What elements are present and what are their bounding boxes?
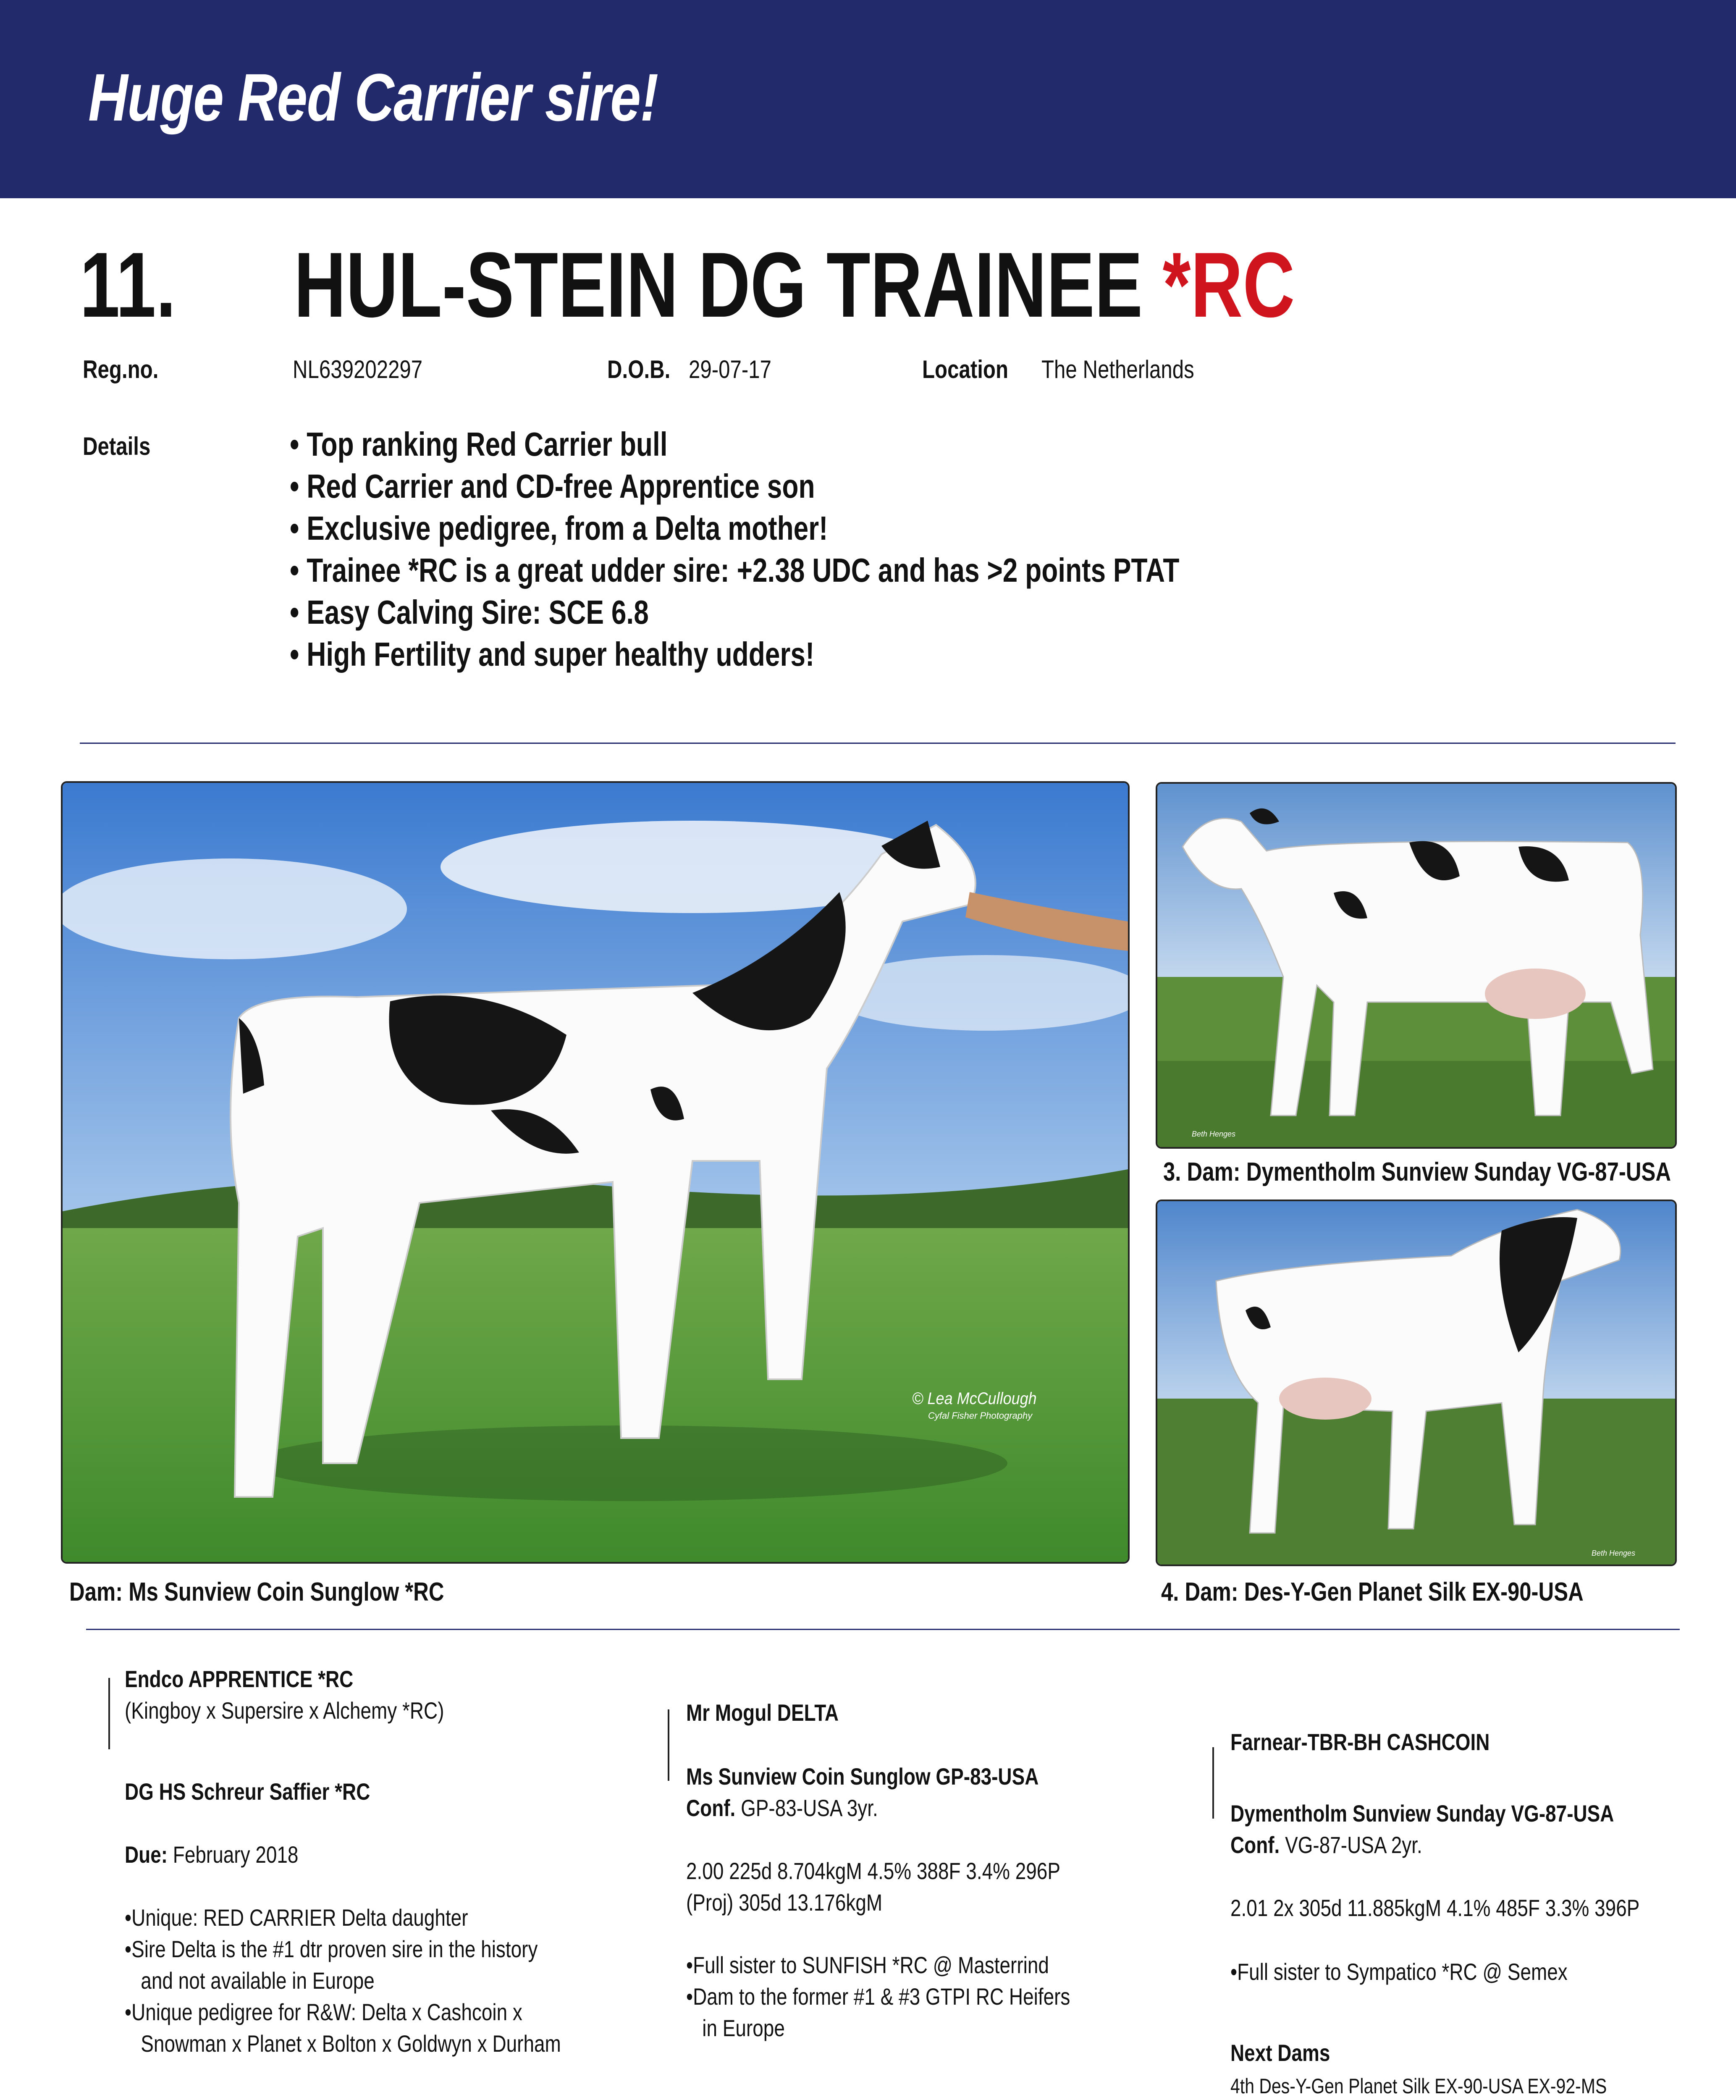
details-label: Details [83, 432, 151, 460]
list-item: in Europe [702, 2015, 785, 2041]
production-line-2: (Proj) 305d 13.176kgM [686, 1889, 883, 1916]
photo-credit-sub: Cyfal Fisher Photography [928, 1410, 1033, 1421]
list-item: Snowman x Planet x Bolton x Goldwyn x Durham [141, 2030, 561, 2057]
next-dams-list [1230, 2072, 1652, 2100]
header-title: Huge Red Carrier sire! [88, 60, 658, 135]
lot-number: 11. [80, 233, 176, 336]
photo-credit-small-2: Beth Henges [1592, 1549, 1636, 1557]
col3-bullets [1230, 1956, 1568, 1987]
details-list [290, 423, 1402, 675]
pedigree-line-2 [668, 1709, 669, 1781]
photo-credit-small-1: Beth Henges [1192, 1130, 1236, 1138]
list-item: • Unique: RED CARRIER Delta daughter [125, 1902, 561, 1933]
bull-name-text: HUL-STEIN DG TRAINEE [294, 233, 1163, 336]
dam3-caption: 3. Dam: Dymentholm Sunview Sunday VG-87-USA [1163, 1158, 1671, 1186]
reg-value: NL639202297 [293, 355, 423, 383]
sire-pedigree: (Kingboy x Supersire x Alchemy *RC) [125, 1697, 444, 1724]
detail-item: • High Fertility and super healthy udders! [290, 633, 1179, 675]
conf-value: GP-83-USA 3yr. [735, 1795, 878, 1821]
due-value: February 2018 [168, 1841, 299, 1868]
divider-bottom [86, 1629, 1680, 1630]
pedigree-line-1 [108, 1678, 110, 1749]
third-dam: Dymentholm Sunview Sunday VG-87-USA [1230, 1800, 1614, 1827]
location-value: The Netherlands [1041, 355, 1194, 383]
conf-label: Conf. [686, 1795, 736, 1821]
photo-credit: © Lea McCullough [912, 1389, 1037, 1408]
list-item: • Full sister to SUNFISH *RC @ Masterrind [686, 1949, 1070, 1981]
main-cow-photo [61, 781, 1130, 1564]
dam-classified: Ms Sunview Coin Sunglow GP-83-USA [686, 1763, 1039, 1790]
dam4-caption: 4. Dam: Des-Y-Gen Planet Silk EX-90-USA [1161, 1578, 1584, 1606]
location-label: Location [922, 355, 1008, 383]
list-item: • Full sister to Sympatico *RC @ Semex [1230, 1956, 1568, 1987]
dam-name: DG HS Schreur Saffier *RC [125, 1778, 370, 1805]
bull-name [294, 232, 1295, 338]
detail-item: • Red Carrier and CD-free Apprentice son [290, 465, 1179, 507]
col1-bullets [125, 1902, 561, 2059]
conf-label: Conf. [1230, 1832, 1280, 1858]
dam4-photo [1156, 1200, 1677, 1566]
third-dam-production: 2.01 2x 305d 11.885kgM 4.1% 485F 3.3% 396P [1230, 1895, 1640, 1921]
list-item: • Unique pedigree for R&W: Delta x Cashcoin x [125, 1996, 561, 2028]
divider-top [80, 743, 1676, 744]
conf-value: VG-87-USA 2yr. [1280, 1832, 1422, 1858]
list-item: 4th Des-Y-Gen Planet Silk EX-90-USA EX-92-MS [1230, 2074, 1607, 2098]
sire-name: Endco APPRENTICE *RC [125, 1666, 354, 1692]
col2-bullets [686, 1949, 1070, 2044]
detail-item: • Top ranking Red Carrier bull [290, 423, 1179, 465]
detail-item: • Exclusive pedigree, from a Delta mother! [290, 507, 1179, 549]
detail-item: • Easy Calving Sire: SCE 6.8 [290, 591, 1179, 633]
next-dams-label: Next Dams [1230, 2040, 1330, 2066]
due-label: Due: [125, 1841, 168, 1868]
red-carrier-suffix: *RC [1162, 233, 1295, 336]
detail-item: • Trainee *RC is a great udder sire: +2.38 UDC and has >2 points PTAT [290, 549, 1179, 591]
list-item: • Sire Delta is the #1 dtr proven sire in the history [125, 1933, 561, 1965]
third-sire: Farnear-TBR-BH CASHCOIN [1230, 1729, 1490, 1755]
reg-label: Reg.no. [83, 355, 159, 383]
list-item: • Dam to the former #1 & #3 GTPI RC Heifers [686, 1981, 1070, 2012]
main-photo-caption: Dam: Ms Sunview Coin Sunglow *RC [69, 1578, 444, 1606]
maternal-grandsire: Mr Mogul DELTA [686, 1699, 839, 1726]
pedigree-line-3 [1212, 1747, 1214, 1819]
dam-conformation [686, 1794, 878, 1822]
list-item: and not available in Europe [141, 1967, 375, 1994]
dam3-photo [1156, 782, 1677, 1149]
production-line-1: 2.00 225d 8.704kgM 4.5% 388F 3.4% 296P [686, 1858, 1060, 1884]
third-dam-conformation [1230, 1831, 1422, 1858]
dob-label: D.O.B. [607, 355, 671, 383]
dob-value: 29-07-17 [689, 355, 771, 383]
due-date [125, 1841, 298, 1868]
